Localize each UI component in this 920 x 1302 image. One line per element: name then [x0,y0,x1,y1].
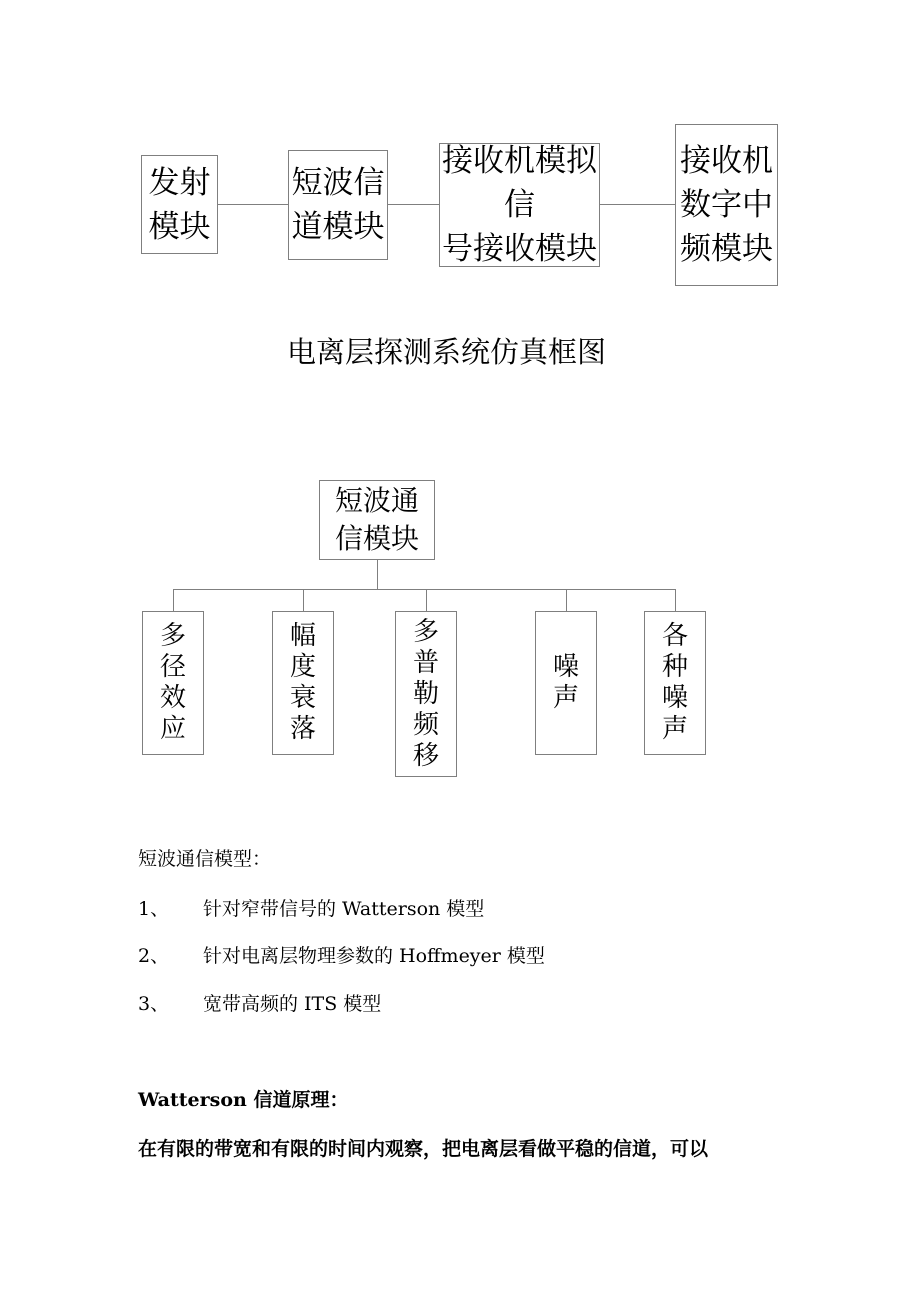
principle-heading: Watterson 信道原理： [138,1089,349,1111]
shortwave-channel-module-box: 短波信 道模块 [288,150,388,260]
tree-branch-line [173,589,676,590]
tree-drop-line [173,589,174,612]
tree-trunk-line [377,560,378,589]
list-item-text: 宽带高频的 ITS 模型 [203,993,382,1015]
tree-root-box: 短波通 信模块 [319,480,435,560]
connector-line [599,204,676,205]
tree-drop-line [566,589,567,612]
tree-drop-line [426,589,427,612]
multipath-effect-box: 多 径 效 应 [142,611,204,755]
list-item-text: 针对电离层物理参数的 Hoffmeyer 模型 [203,945,545,967]
tree-drop-line [675,589,676,612]
receiver-analog-module-box: 接收机模拟信 号接收模块 [439,143,600,267]
list-item-number: 1、 [138,898,170,920]
principle-paragraph: 在有限的带宽和有限的时间内观察，把电离层看做平稳的信道，可以 [138,1138,709,1160]
models-heading: 短波通信模型： [138,848,272,870]
diagram-caption: 电离层探测系统仿真框图 [287,335,607,369]
transmit-module-box: 发射 模块 [141,155,218,254]
receiver-digital-if-module-box: 接收机 数字中 频模块 [675,124,778,286]
amplitude-fading-box: 幅 度 衰 落 [272,611,334,755]
connector-line [217,204,289,205]
list-item-text: 针对窄带信号的 Watterson 模型 [203,898,485,920]
list-item-number: 2、 [138,945,170,967]
connector-line [387,204,440,205]
noise-box: 噪 声 [535,611,597,755]
tree-drop-line [303,589,304,612]
various-noise-box: 各 种 噪 声 [644,611,706,755]
list-item-number: 3、 [138,993,170,1015]
doppler-shift-box: 多 普 勒 频 移 [395,611,457,777]
